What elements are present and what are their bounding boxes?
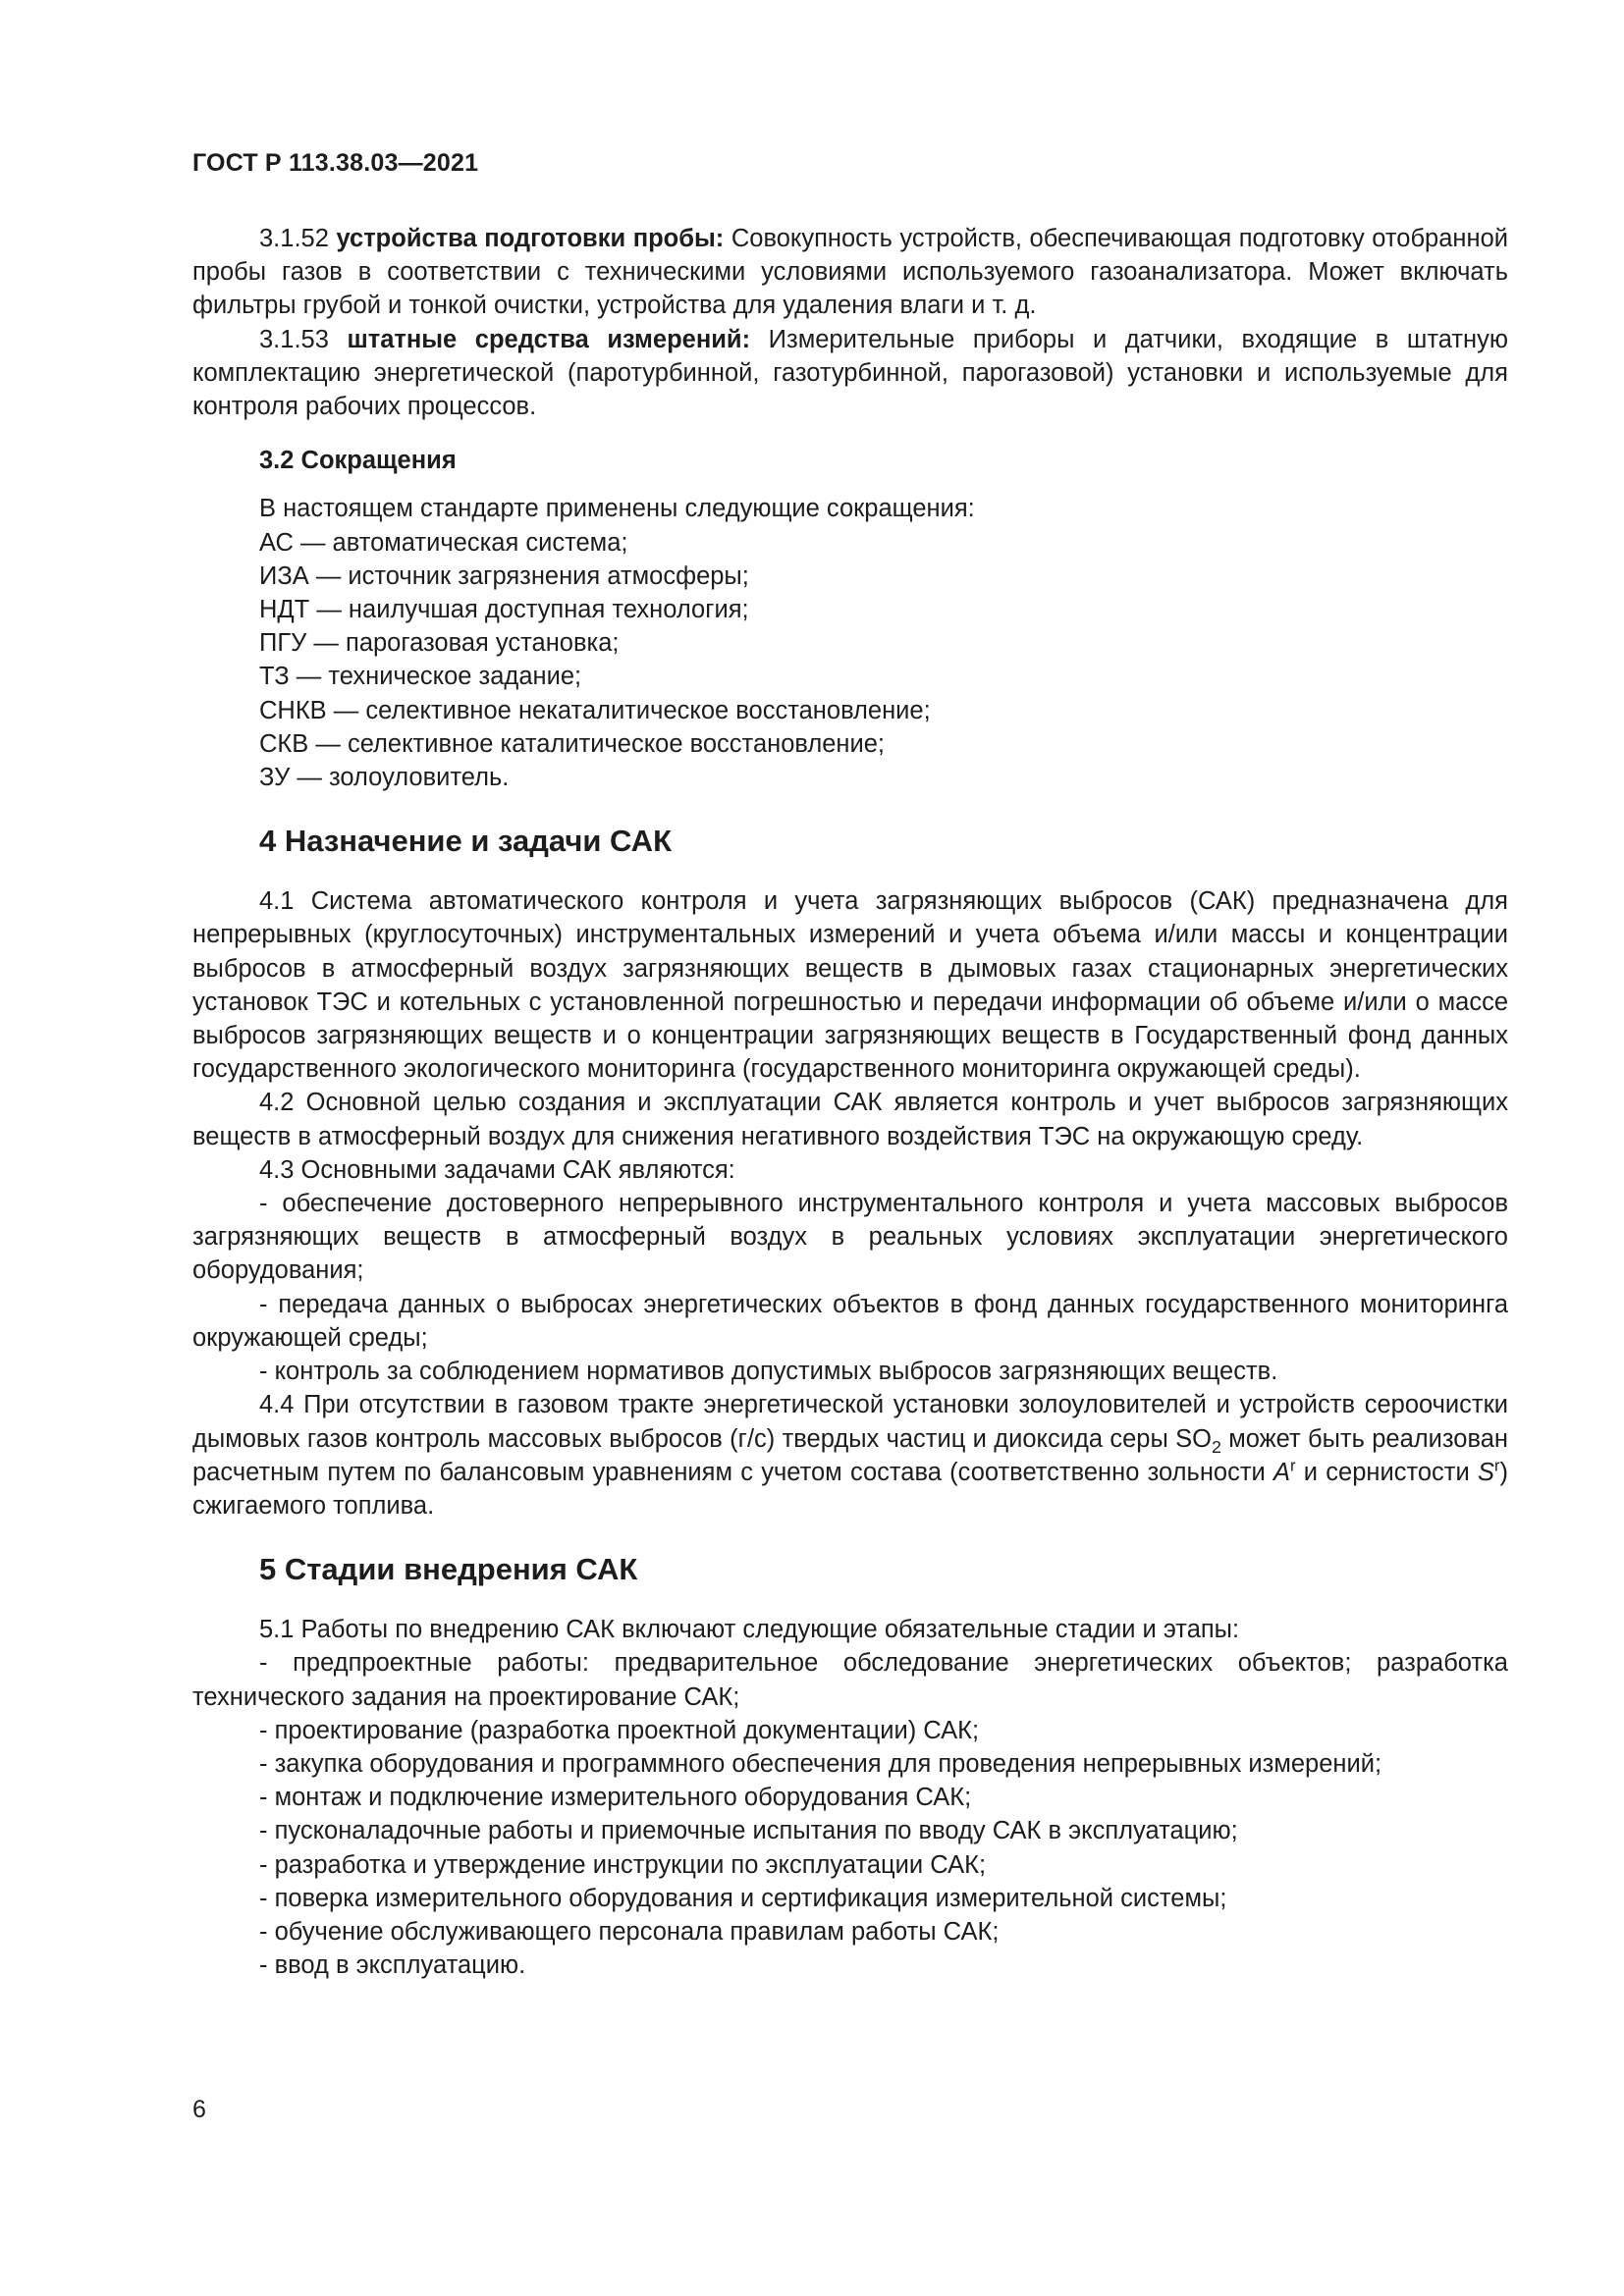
- section-heading-4: 4 Назначение и задачи САК: [259, 824, 672, 859]
- paragraph-4-1: 4.1 Система автоматического контроля и учета загрязняющих выбросов (САК) предназначена для непрерывных (круглосуточных) инструментальных измерений и учета объема и/или массы и концентрации выбросов в атмосферный воздух загрязняющих веществ в дымовых газах стационарных энергетических установок ТЭС и котельных с установленной погрешностью и передачи информации об объеме и/или о массе выбросов загрязняющих веществ и о концентрации загрязняющих веществ в Государственный фонд данных государственного экологического мониторинга (государственного мониторинга окружающей среды).: [192, 887, 1508, 1084]
- list-item: - предпроектные работы: предварительное обследование энергетических объектов; разработка технического задания на проектирование САК;: [192, 1649, 1508, 1711]
- list-item: - монтаж и подключение измерительного оборудования САК;: [259, 1784, 972, 1812]
- abbreviation-item: СНКВ — селективное некаталитическое восстановление;: [259, 696, 931, 724]
- abbreviation-item: АС — автоматическая система;: [259, 528, 628, 557]
- subscript: 2: [1211, 1436, 1221, 1457]
- page-content: [192, 222, 1508, 1982]
- abbreviations-intro: В настоящем стандарте применены следующие сокращения:: [259, 495, 975, 523]
- text-run: 4.4 При отсутствии в газовом тракте энергетической установки золоуловителей и устройств сероочистки дымовых газов контроль массовых выбросов (г/с) твердых частиц и диоксида серы SO: [192, 1391, 1508, 1453]
- text-run: и сернистости: [1295, 1458, 1478, 1486]
- list-item: - разработка и утверждение инструкции по эксплуатации САК;: [259, 1850, 987, 1879]
- document-header: ГОСТ Р 113.38.03—2021: [192, 149, 479, 177]
- list-item: - пусконаладочные работы и приемочные испытания по вводу САК в эксплуатацию;: [259, 1817, 1238, 1845]
- abbreviation-item: ЗУ — золоуловитель.: [259, 764, 510, 792]
- symbol-sulfur: S: [1477, 1458, 1494, 1486]
- superscript: r: [1290, 1456, 1296, 1475]
- definition-3-1-52: [192, 222, 1508, 323]
- abbreviation-item: НДТ — наилучшая доступная технология;: [259, 596, 749, 624]
- term: устройства подготовки пробы:: [336, 225, 725, 252]
- list-item: - обеспечение достоверного непрерывного инструментального контроля и учета массовых выбросов загрязняющих веществ в атмосферный воздух в реальных условиях эксплуатации энергетического оборудования;: [192, 1190, 1508, 1285]
- list-item: - передача данных о выбросах энергетических объектов в фонд данных государственного мониторинга окружающей среды;: [192, 1290, 1508, 1352]
- list-item: - поверка измерительного оборудования и сертификация измерительной системы;: [259, 1884, 1227, 1912]
- symbol-ash: A: [1273, 1458, 1291, 1486]
- superscript: r: [1493, 1456, 1500, 1475]
- page-number: 6: [192, 2096, 206, 2123]
- list-item: - обучение обслуживающего персонала правилам работы САК;: [259, 1917, 1000, 1946]
- list-item: - закупка оборудования и программного обеспечения для проведения непрерывных измерений;: [259, 1749, 1382, 1778]
- paragraph-5-1: 5.1 Работы по внедрению САК включают следующие обязательные стадии и этапы:: [259, 1616, 1240, 1644]
- abbreviation-item: ИЗА — источник загрязнения атмосферы;: [259, 561, 749, 590]
- list-item: - контроль за соблюдением нормативов допустимых выбросов загрязняющих веществ.: [259, 1358, 1278, 1386]
- section-heading-5: 5 Стадии внедрения САК: [259, 1552, 638, 1587]
- term: штатные средства измерений:: [347, 325, 751, 353]
- definition-3-1-53: [192, 323, 1508, 424]
- paragraph-4-2: 4.2 Основной целью создания и эксплуатации САК является контроль и учет выбросов загрязняющих веществ в атмосферный воздух для снижения негативного воздействия ТЭС на окружающую среду.: [192, 1089, 1508, 1150]
- paragraph-4-4: [192, 1388, 1508, 1522]
- clause-number: 3.1.52: [259, 225, 329, 252]
- list-item: - ввод в эксплуатацию.: [259, 1951, 526, 1980]
- abbreviation-item: СКВ — селективное каталитическое восстановление;: [259, 729, 886, 758]
- definition-text: Совокупность устройств, обеспечивающая подготовку отобранной пробы газов в соответствии с техническими условиями используемого газоанализатора. Может включать фильтры грубой и тонкой очистки, устройства для удаления влаги и т. д.: [192, 225, 1508, 320]
- text-run: может быть реализован расчетным путем по балансовым уравнениям с учетом состава (соответственно зольности: [192, 1424, 1509, 1486]
- abbreviation-item: ПГУ — парогазовая установка;: [259, 629, 620, 658]
- paragraph-4-3: 4.3 Основными задачами САК являются:: [259, 1155, 735, 1184]
- text-run: ) сжигаемого топлива.: [192, 1458, 1508, 1520]
- abbreviation-item: ТЗ — техническое задание;: [259, 663, 582, 691]
- definition-text: Измерительные приборы и датчики, входящие в штатную комплектацию энергетической (паротурбинной, газотурбинной, парогазовой) установки и используемые для контроля рабочих процессов.: [192, 325, 1508, 421]
- clause-number: 3.1.53: [259, 325, 329, 353]
- subsection-heading-3-2: 3.2 Сокращения: [259, 447, 457, 475]
- list-item: - проектирование (разработка проектной документации) САК;: [259, 1716, 980, 1744]
